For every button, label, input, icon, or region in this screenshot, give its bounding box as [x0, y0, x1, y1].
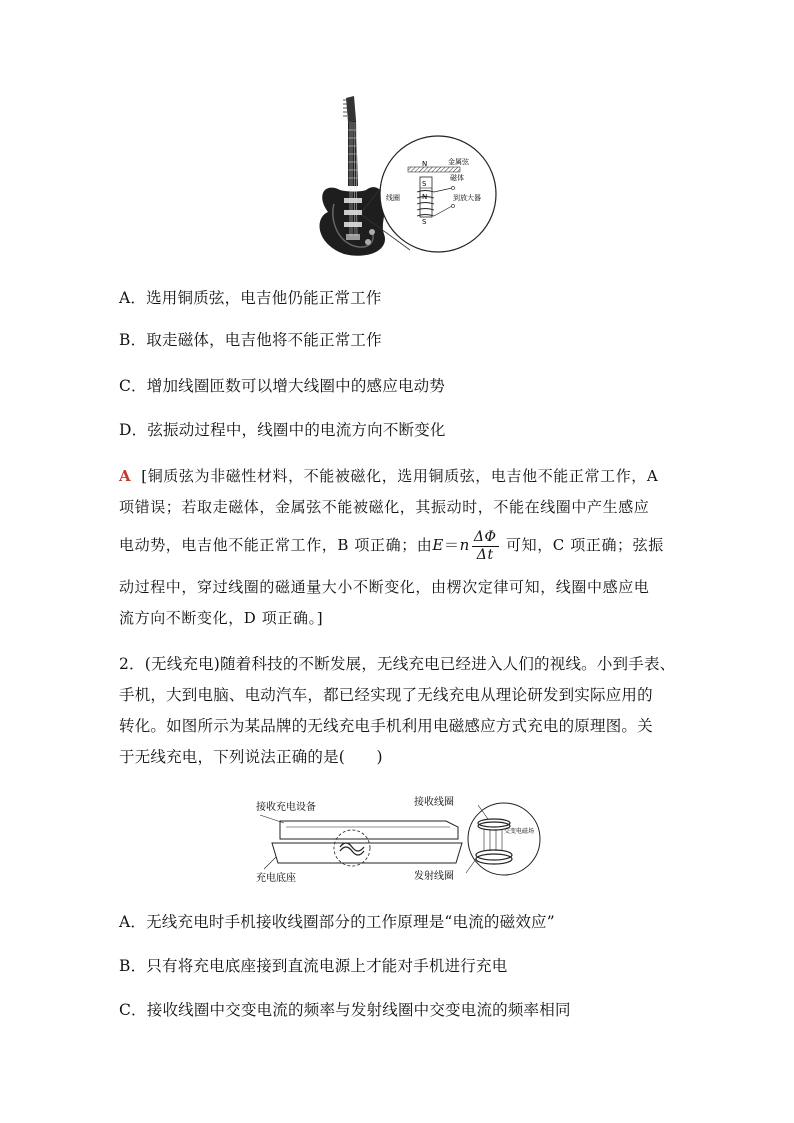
receiving-coil-label: 接收线圈 [414, 797, 454, 808]
formula-equals: ＝ [443, 536, 460, 554]
q1-option-a: A．选用铜质弦，电吉他仍能正常工作 [119, 289, 382, 307]
answer-key: A [119, 467, 132, 485]
q1-answer-line-4: 动过程中，穿过线圈的磁通量大小不断变化，由楞次定律可知，线圈中感应电 [119, 578, 650, 596]
coil-label: 线圈 [386, 194, 400, 202]
q2-option-c: C．接收线圈中交变电流的频率与发射线圈中交变电流的频率相同 [119, 1001, 571, 1019]
q1-answer-line-5: 流方向不断变化，D 项正确。] [119, 609, 324, 627]
q1-option-b: B．取走磁体，电吉他将不能正常工作 [119, 331, 382, 349]
q1-answer-line-3 [119, 528, 664, 564]
fraction-denominator: Δt [476, 546, 494, 563]
metal-string-label: 金属弦 [448, 158, 469, 166]
formula-n: n [459, 536, 470, 554]
charging-base-label: 充电底座 [256, 873, 296, 884]
transmitting-coil-label: 发射线圈 [414, 871, 454, 882]
q2-stem-line-2: 手机，大到电脑、电动汽车，都已经实现了无线充电从理论研发到实际应用的 [119, 686, 653, 704]
formula-fraction [472, 529, 499, 564]
answer-text-1: [铜质弦为非磁性材料，不能被磁化，选用铜质弦，电吉他不能正常工作，A [141, 467, 659, 485]
s-pole-label-lower: S [422, 218, 427, 226]
formula-e: E [432, 536, 444, 554]
electric-guitar-figure [310, 94, 510, 259]
q1-answer-line-1 [119, 466, 658, 486]
q2-stem-line-3: 转化。如图所示为某品牌的无线充电手机利用电磁感应方式充电的原理图。关 [119, 717, 653, 735]
answer-text-3a: 电动势，电吉他不能正常工作，B 项正确；由 [119, 536, 433, 554]
n-pole-label-lower: N [422, 193, 428, 201]
answer-text-3b: 可知，C 项正确；弦振 [500, 536, 664, 554]
n-pole-label: N [422, 160, 428, 168]
q1-answer-line-2: 项错误；若取走磁体，金属弦不能被磁化，其振动时，不能在线圈中产生感应 [119, 498, 650, 516]
to-amplifier-label: 到放大器 [453, 194, 481, 202]
wireless-charging-figure [250, 793, 550, 885]
fraction-numerator: ΔΦ [473, 528, 497, 545]
ac-field-label: 交变电磁场 [504, 828, 535, 835]
q1-option-c: C．增加线圈匝数可以增大线圈中的感应电动势 [119, 377, 446, 395]
q1-option-d: D．弦振动过程中，线圈中的电流方向不断变化 [119, 421, 446, 439]
q2-option-b: B．只有将充电底座接到直流电源上才能对手机进行充电 [119, 957, 508, 975]
q2-stem-line-4: 于无线充电，下列说法正确的是( ) [119, 748, 383, 766]
q2-option-a: A．无线充电时手机接收线圈部分的工作原理是“电流的磁效应” [119, 913, 555, 931]
receiving-device-label: 接收充电设备 [256, 802, 316, 813]
magnet-label: 磁体 [450, 174, 464, 182]
q2-stem-line-1: 2．(无线充电)随着科技的不断发展，无线充电已经进入人们的视线。小到手表、 [119, 655, 676, 673]
s-pole-label-upper: S [422, 180, 427, 188]
